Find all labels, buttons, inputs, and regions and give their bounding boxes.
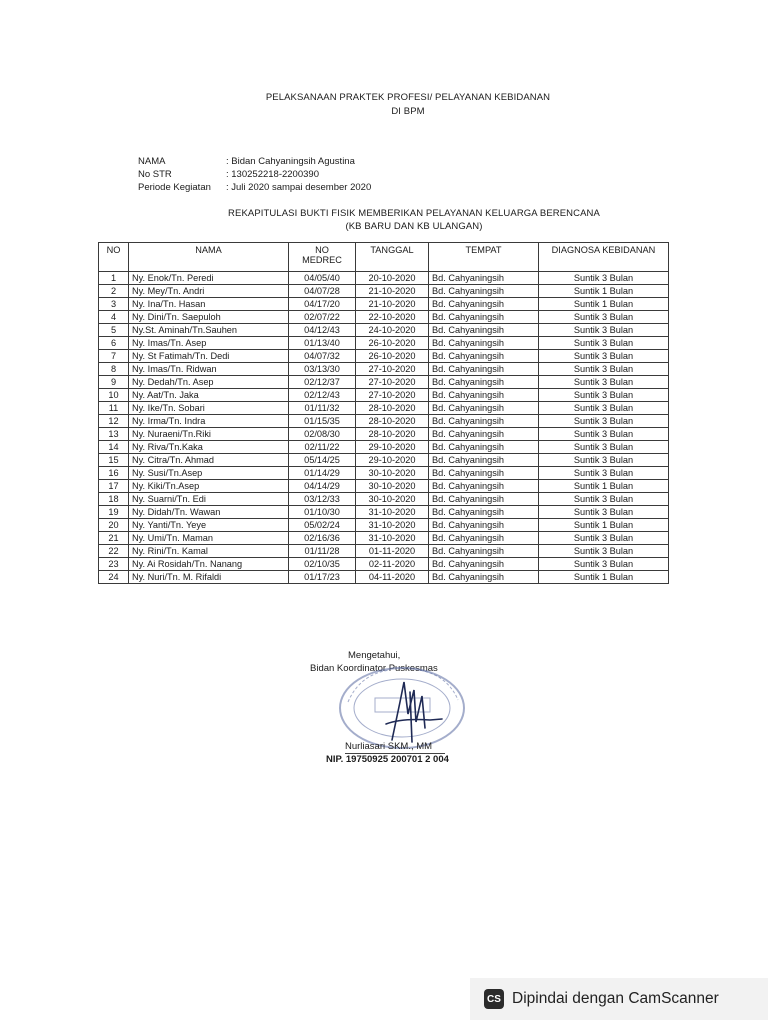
service-date: 04-11-2020 xyxy=(356,571,429,584)
diagnosis: Suntik 3 Bulan xyxy=(539,402,669,415)
row-number: 8 xyxy=(99,363,129,376)
diagnosis: Suntik 1 Bulan xyxy=(539,298,669,311)
service-date: 29-10-2020 xyxy=(356,454,429,467)
row-number: 23 xyxy=(99,558,129,571)
patient-name: Ny. Nuraeni/Tn.Riki xyxy=(129,428,289,441)
meta-row-periode xyxy=(138,181,371,194)
table-header-row xyxy=(99,243,669,272)
table-row xyxy=(99,571,669,584)
header-medrec xyxy=(289,243,356,272)
service-date: 01-11-2020 xyxy=(356,545,429,558)
header-medrec-line2: MEDREC xyxy=(302,255,342,265)
medrec-number: 04/14/29 xyxy=(289,480,356,493)
service-place: Bd. Cahyaningsih xyxy=(429,428,539,441)
patient-name: Ny. Susi/Tn.Asep xyxy=(129,467,289,480)
service-date: 27-10-2020 xyxy=(356,389,429,402)
row-number: 2 xyxy=(99,285,129,298)
service-date: 31-10-2020 xyxy=(356,532,429,545)
camscanner-label: Dipindai dengan CamScanner xyxy=(512,990,719,1007)
row-number: 5 xyxy=(99,324,129,337)
acknowledged-label: Mengetahui, xyxy=(348,650,401,661)
table-row xyxy=(99,441,669,454)
diagnosis: Suntik 3 Bulan xyxy=(539,493,669,506)
service-date: 31-10-2020 xyxy=(356,519,429,532)
service-place: Bd. Cahyaningsih xyxy=(429,337,539,350)
service-date: 30-10-2020 xyxy=(356,493,429,506)
table-row xyxy=(99,324,669,337)
medrec-number: 02/08/30 xyxy=(289,428,356,441)
service-place: Bd. Cahyaningsih xyxy=(429,454,539,467)
service-place: Bd. Cahyaningsih xyxy=(429,506,539,519)
patient-name: Ny. Rini/Tn. Kamal xyxy=(129,545,289,558)
service-date: 24-10-2020 xyxy=(356,324,429,337)
medrec-number: 04/12/43 xyxy=(289,324,356,337)
row-number: 21 xyxy=(99,532,129,545)
diagnosis: Suntik 3 Bulan xyxy=(539,363,669,376)
str-label: No STR xyxy=(138,169,172,180)
stamp-seal xyxy=(340,668,464,748)
service-place: Bd. Cahyaningsih xyxy=(429,311,539,324)
medrec-number: 04/07/32 xyxy=(289,350,356,363)
recap-title: REKAPITULASI BUKTI FISIK MEMBERIKAN PELAYANAN KELUARGA BERENCANA xyxy=(228,208,600,219)
camscanner-logo-icon: CS xyxy=(484,989,504,1009)
periode-label: Periode Kegiatan xyxy=(138,182,211,193)
header-tanggal: TANGGAL xyxy=(356,243,429,272)
service-place: Bd. Cahyaningsih xyxy=(429,558,539,571)
header-medrec-line1: NO xyxy=(315,245,329,255)
table-row xyxy=(99,506,669,519)
medrec-number: 01/10/30 xyxy=(289,506,356,519)
row-number: 17 xyxy=(99,480,129,493)
medrec-number: 01/13/40 xyxy=(289,337,356,350)
patient-name: Ny. Mey/Tn. Andri xyxy=(129,285,289,298)
medrec-number: 03/12/33 xyxy=(289,493,356,506)
table-row xyxy=(99,454,669,467)
diagnosis: Suntik 3 Bulan xyxy=(539,428,669,441)
table-row xyxy=(99,389,669,402)
patient-name: Ny. Kiki/Tn.Asep xyxy=(129,480,289,493)
patient-name: Ny. Riva/Tn.Kaka xyxy=(129,441,289,454)
table-row xyxy=(99,363,669,376)
kb-service-table xyxy=(98,242,669,584)
service-date: 30-10-2020 xyxy=(356,467,429,480)
identity-block xyxy=(138,155,371,194)
table-row xyxy=(99,493,669,506)
medrec-number: 03/13/30 xyxy=(289,363,356,376)
service-place: Bd. Cahyaningsih xyxy=(429,467,539,480)
medrec-number: 01/11/32 xyxy=(289,402,356,415)
diagnosis: Suntik 3 Bulan xyxy=(539,467,669,480)
row-number: 11 xyxy=(99,402,129,415)
row-number: 9 xyxy=(99,376,129,389)
table-row xyxy=(99,532,669,545)
service-place: Bd. Cahyaningsih xyxy=(429,545,539,558)
row-number: 22 xyxy=(99,545,129,558)
header-tempat: TEMPAT xyxy=(429,243,539,272)
table-row xyxy=(99,545,669,558)
row-number: 15 xyxy=(99,454,129,467)
service-place: Bd. Cahyaningsih xyxy=(429,389,539,402)
patient-name: Ny. Ike/Tn. Sobari xyxy=(129,402,289,415)
service-date: 02-11-2020 xyxy=(356,558,429,571)
patient-name: Ny. Dini/Tn. Saepuloh xyxy=(129,311,289,324)
service-place: Bd. Cahyaningsih xyxy=(429,415,539,428)
periode-value: : Juli 2020 sampai desember 2020 xyxy=(226,182,372,193)
table-row xyxy=(99,311,669,324)
service-date: 27-10-2020 xyxy=(356,363,429,376)
service-date: 29-10-2020 xyxy=(356,441,429,454)
str-value: : 130252218-2200390 xyxy=(226,169,319,180)
service-place: Bd. Cahyaningsih xyxy=(429,363,539,376)
diagnosis: Suntik 3 Bulan xyxy=(539,337,669,350)
service-place: Bd. Cahyaningsih xyxy=(429,350,539,363)
diagnosis: Suntik 3 Bulan xyxy=(539,558,669,571)
diagnosis: Suntik 1 Bulan xyxy=(539,519,669,532)
row-number: 19 xyxy=(99,506,129,519)
patient-name: Ny. Enok/Tn. Peredi xyxy=(129,272,289,285)
medrec-number: 02/16/36 xyxy=(289,532,356,545)
diagnosis: Suntik 3 Bulan xyxy=(539,311,669,324)
table-row xyxy=(99,519,669,532)
patient-name: Ny. Ina/Tn. Hasan xyxy=(129,298,289,311)
service-place: Bd. Cahyaningsih xyxy=(429,480,539,493)
patient-name: Ny. Irma/Tn. Indra xyxy=(129,415,289,428)
patient-name: Ny. Aat/Tn. Jaka xyxy=(129,389,289,402)
medrec-number: 02/12/37 xyxy=(289,376,356,389)
medrec-number: 04/07/28 xyxy=(289,285,356,298)
patient-name: Ny. Yanti/Tn. Yeye xyxy=(129,519,289,532)
diagnosis: Suntik 3 Bulan xyxy=(539,415,669,428)
patient-name: Ny. Dedah/Tn. Asep xyxy=(129,376,289,389)
row-number: 10 xyxy=(99,389,129,402)
service-place: Bd. Cahyaningsih xyxy=(429,402,539,415)
service-date: 31-10-2020 xyxy=(356,506,429,519)
diagnosis: Suntik 3 Bulan xyxy=(539,272,669,285)
diagnosis: Suntik 3 Bulan xyxy=(539,324,669,337)
diagnosis: Suntik 3 Bulan xyxy=(539,441,669,454)
service-place: Bd. Cahyaningsih xyxy=(429,324,539,337)
row-number: 24 xyxy=(99,571,129,584)
service-place: Bd. Cahyaningsih xyxy=(429,493,539,506)
medrec-number: 02/12/43 xyxy=(289,389,356,402)
table-row xyxy=(99,428,669,441)
diagnosis: Suntik 3 Bulan xyxy=(539,389,669,402)
table-row xyxy=(99,272,669,285)
header-no: NO xyxy=(99,243,129,272)
camscanner-badge xyxy=(470,978,768,1020)
row-number: 3 xyxy=(99,298,129,311)
service-place: Bd. Cahyaningsih xyxy=(429,441,539,454)
service-date: 26-10-2020 xyxy=(356,350,429,363)
diagnosis: Suntik 3 Bulan xyxy=(539,454,669,467)
service-place: Bd. Cahyaningsih xyxy=(429,272,539,285)
row-number: 18 xyxy=(99,493,129,506)
patient-name: Ny.St. Aminah/Tn.Sauhen xyxy=(129,324,289,337)
service-place: Bd. Cahyaningsih xyxy=(429,285,539,298)
table-row xyxy=(99,558,669,571)
diagnosis: Suntik 1 Bulan xyxy=(539,285,669,298)
row-number: 14 xyxy=(99,441,129,454)
meta-row-str xyxy=(138,168,371,181)
diagnosis: Suntik 1 Bulan xyxy=(539,571,669,584)
table-row xyxy=(99,415,669,428)
diagnosis: Suntik 3 Bulan xyxy=(539,506,669,519)
medrec-number: 02/07/22 xyxy=(289,311,356,324)
table-row xyxy=(99,480,669,493)
row-number: 7 xyxy=(99,350,129,363)
diagnosis: Suntik 1 Bulan xyxy=(539,480,669,493)
service-place: Bd. Cahyaningsih xyxy=(429,519,539,532)
nama-value: : Bidan Cahyaningsih Agustina xyxy=(226,156,355,167)
table-row xyxy=(99,467,669,480)
patient-name: Ny. Imas/Tn. Asep xyxy=(129,337,289,350)
service-date: 30-10-2020 xyxy=(356,480,429,493)
row-number: 1 xyxy=(99,272,129,285)
service-date: 26-10-2020 xyxy=(356,337,429,350)
patient-name: Ny. Ai Rosidah/Tn. Nanang xyxy=(129,558,289,571)
table-row xyxy=(99,402,669,415)
patient-name: Ny. Umi/Tn. Maman xyxy=(129,532,289,545)
document-title: PELAKSANAAN PRAKTEK PROFESI/ PELAYANAN KEBIDANAN xyxy=(265,92,551,103)
medrec-number: 02/11/22 xyxy=(289,441,356,454)
patient-name: Ny. Suarni/Tn. Edi xyxy=(129,493,289,506)
service-date: 28-10-2020 xyxy=(356,402,429,415)
document-subtitle: DI BPM xyxy=(391,106,425,117)
medrec-number: 02/10/35 xyxy=(289,558,356,571)
meta-row-nama xyxy=(138,155,371,168)
table-row xyxy=(99,376,669,389)
medrec-number: 01/11/28 xyxy=(289,545,356,558)
service-date: 21-10-2020 xyxy=(356,285,429,298)
table-row xyxy=(99,298,669,311)
medrec-number: 04/05/40 xyxy=(289,272,356,285)
table-body xyxy=(99,272,669,584)
table-row xyxy=(99,337,669,350)
service-date: 21-10-2020 xyxy=(356,298,429,311)
diagnosis: Suntik 3 Bulan xyxy=(539,545,669,558)
service-place: Bd. Cahyaningsih xyxy=(429,298,539,311)
diagnosis: Suntik 3 Bulan xyxy=(539,376,669,389)
row-number: 16 xyxy=(99,467,129,480)
service-place: Bd. Cahyaningsih xyxy=(429,376,539,389)
row-number: 4 xyxy=(99,311,129,324)
row-number: 13 xyxy=(99,428,129,441)
medrec-number: 01/15/35 xyxy=(289,415,356,428)
service-date: 28-10-2020 xyxy=(356,415,429,428)
nama-label: NAMA xyxy=(138,156,166,167)
patient-name: Ny. Imas/Tn. Ridwan xyxy=(129,363,289,376)
service-date: 22-10-2020 xyxy=(356,311,429,324)
row-number: 12 xyxy=(99,415,129,428)
patient-name: Ny. St Fatimah/Tn. Dedi xyxy=(129,350,289,363)
medrec-number: 05/14/25 xyxy=(289,454,356,467)
medrec-number: 04/17/20 xyxy=(289,298,356,311)
patient-name: Ny. Didah/Tn. Wawan xyxy=(129,506,289,519)
medrec-number: 01/14/29 xyxy=(289,467,356,480)
diagnosis: Suntik 3 Bulan xyxy=(539,350,669,363)
signer-nip: NIP. 19750925 200701 2 004 xyxy=(326,754,449,765)
patient-name: Ny. Nuri/Tn. M. Rifaldi xyxy=(129,571,289,584)
diagnosis: Suntik 3 Bulan xyxy=(539,532,669,545)
medrec-number: 01/17/23 xyxy=(289,571,356,584)
table-row xyxy=(99,285,669,298)
header-diagnosa: DIAGNOSA KEBIDANAN xyxy=(539,243,669,272)
patient-name: Ny. Citra/Tn. Ahmad xyxy=(129,454,289,467)
recap-subtitle: (KB BARU DAN KB ULANGAN) xyxy=(345,221,483,232)
signer-role: Bidan Koordinator Puskesmas xyxy=(310,663,438,674)
table-row xyxy=(99,350,669,363)
row-number: 6 xyxy=(99,337,129,350)
service-place: Bd. Cahyaningsih xyxy=(429,571,539,584)
header-nama: NAMA xyxy=(129,243,289,272)
medrec-number: 05/02/24 xyxy=(289,519,356,532)
service-date: 27-10-2020 xyxy=(356,376,429,389)
signer-name: Nurliasari SKM., MM xyxy=(345,741,433,752)
service-date: 20-10-2020 xyxy=(356,272,429,285)
row-number: 20 xyxy=(99,519,129,532)
service-date: 28-10-2020 xyxy=(356,428,429,441)
service-place: Bd. Cahyaningsih xyxy=(429,532,539,545)
